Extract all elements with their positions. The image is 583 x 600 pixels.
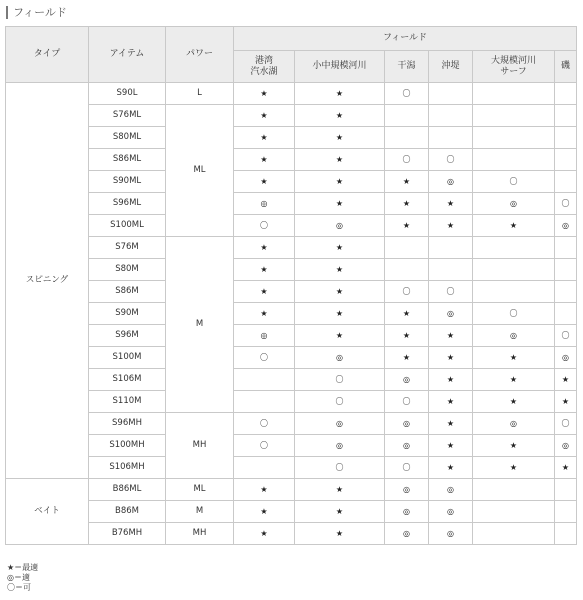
rating-cell: 〇 <box>473 171 555 193</box>
rating-cell <box>429 259 473 281</box>
rating-cell: ★ <box>429 435 473 457</box>
rating-cell <box>429 83 473 105</box>
table-row <box>6 193 577 215</box>
rating-cell <box>429 105 473 127</box>
rating-cell: ★ <box>555 457 577 479</box>
rating-cell: 〇 <box>429 281 473 303</box>
rating-cell <box>234 391 295 413</box>
rating-cell: ★ <box>295 479 385 501</box>
item-cell: S86M <box>89 281 166 303</box>
rating-cell: 〇 <box>234 435 295 457</box>
rating-cell: ★ <box>295 149 385 171</box>
item-cell: S106MH <box>89 457 166 479</box>
rating-cell: ◎ <box>385 501 429 523</box>
table-row <box>6 347 577 369</box>
table-row <box>6 303 577 325</box>
rating-cell <box>385 127 429 149</box>
rating-cell: ★ <box>385 171 429 193</box>
table-row <box>6 435 577 457</box>
table-row <box>6 457 577 479</box>
rating-cell: 〇 <box>295 369 385 391</box>
header-field-3: 沖堤 <box>429 51 473 83</box>
table-row <box>6 259 577 281</box>
rating-cell <box>555 127 577 149</box>
power-cell: M <box>166 501 234 523</box>
rating-cell: 〇 <box>385 281 429 303</box>
table-row <box>6 83 577 105</box>
item-cell: S100M <box>89 347 166 369</box>
power-cell: ML <box>166 479 234 501</box>
rating-cell: ★ <box>295 105 385 127</box>
rating-cell <box>234 369 295 391</box>
rating-cell <box>429 237 473 259</box>
rating-cell: ★ <box>473 369 555 391</box>
rating-cell: ◎ <box>473 193 555 215</box>
rating-cell <box>555 149 577 171</box>
rating-cell: ★ <box>295 193 385 215</box>
rating-cell <box>555 281 577 303</box>
rating-cell: 〇 <box>234 347 295 369</box>
rating-cell <box>555 523 577 545</box>
table-row <box>6 391 577 413</box>
rating-cell: ◎ <box>295 435 385 457</box>
rating-cell: ◎ <box>429 303 473 325</box>
rating-cell <box>555 479 577 501</box>
header-field-0: 港湾 汽水湖 <box>234 51 295 83</box>
rating-cell: ★ <box>555 369 577 391</box>
rating-cell: ★ <box>234 479 295 501</box>
item-cell: S76ML <box>89 105 166 127</box>
table-row <box>6 105 577 127</box>
table-row <box>6 237 577 259</box>
table-row <box>6 171 577 193</box>
rating-cell: ★ <box>429 391 473 413</box>
item-cell: S80M <box>89 259 166 281</box>
legend-suitable: ◎＝適 <box>7 573 30 582</box>
rating-cell: ★ <box>234 281 295 303</box>
rating-cell: ★ <box>234 149 295 171</box>
rating-cell: ★ <box>555 391 577 413</box>
rating-cell: ★ <box>295 259 385 281</box>
rating-cell: ★ <box>473 347 555 369</box>
rating-cell <box>429 127 473 149</box>
item-cell: S80ML <box>89 127 166 149</box>
table-row <box>6 523 577 545</box>
rating-cell: ◎ <box>429 171 473 193</box>
rating-cell: ◎ <box>473 413 555 435</box>
item-cell: S100ML <box>89 215 166 237</box>
rating-cell: ★ <box>234 303 295 325</box>
item-cell: B86M <box>89 501 166 523</box>
rating-cell: ★ <box>295 281 385 303</box>
rating-cell <box>385 259 429 281</box>
rating-cell: ◎ <box>295 413 385 435</box>
rating-cell <box>473 523 555 545</box>
table-body <box>6 83 577 545</box>
section-heading <box>6 4 67 20</box>
item-cell: S90L <box>89 83 166 105</box>
table-row <box>6 501 577 523</box>
header-item: アイテム <box>89 27 166 83</box>
rating-cell <box>473 83 555 105</box>
rating-cell <box>385 237 429 259</box>
power-cell: MH <box>166 413 234 479</box>
rating-cell: ◎ <box>385 479 429 501</box>
rating-cell: 〇 <box>555 193 577 215</box>
rating-cell: ★ <box>234 127 295 149</box>
table-row <box>6 325 577 347</box>
rating-cell: ★ <box>295 523 385 545</box>
rating-cell: ★ <box>234 501 295 523</box>
rating-cell: ◎ <box>555 215 577 237</box>
rating-cell: ★ <box>385 215 429 237</box>
rating-cell: 〇 <box>555 413 577 435</box>
rating-cell: ◎ <box>234 193 295 215</box>
item-cell: S96M <box>89 325 166 347</box>
power-cell: MH <box>166 523 234 545</box>
rating-cell <box>555 237 577 259</box>
rating-cell: ★ <box>385 325 429 347</box>
rating-cell: 〇 <box>555 325 577 347</box>
table-row <box>6 479 577 501</box>
rating-cell <box>473 237 555 259</box>
power-cell: M <box>166 237 234 413</box>
rating-cell: ★ <box>295 127 385 149</box>
rating-cell <box>473 479 555 501</box>
legend <box>7 563 38 593</box>
rating-cell: ◎ <box>555 435 577 457</box>
header-field-5: 磯 <box>555 51 577 83</box>
legend-best: ★＝最適 <box>7 563 39 572</box>
rating-cell: ◎ <box>555 347 577 369</box>
rating-cell: ◎ <box>234 325 295 347</box>
heading-accent-bar <box>6 6 8 19</box>
table-row <box>6 369 577 391</box>
power-cell: L <box>166 83 234 105</box>
rating-cell: 〇 <box>385 391 429 413</box>
rating-cell: ★ <box>234 83 295 105</box>
rating-cell <box>473 105 555 127</box>
header-type: タイプ <box>6 27 89 83</box>
rating-cell: ★ <box>295 171 385 193</box>
rating-cell: ★ <box>429 369 473 391</box>
table-header <box>6 27 577 83</box>
rating-cell: ★ <box>234 259 295 281</box>
rating-cell: ★ <box>234 523 295 545</box>
section-heading-text: フィールド <box>13 6 67 19</box>
header-power: パワー <box>166 27 234 83</box>
header-field-2: 干潟 <box>385 51 429 83</box>
item-cell: S86ML <box>89 149 166 171</box>
rating-cell <box>555 171 577 193</box>
rating-cell: ★ <box>429 347 473 369</box>
rating-cell: 〇 <box>295 391 385 413</box>
rating-cell: ★ <box>234 105 295 127</box>
item-cell: S96MH <box>89 413 166 435</box>
rating-cell: 〇 <box>429 149 473 171</box>
rating-cell <box>555 303 577 325</box>
item-cell: S90ML <box>89 171 166 193</box>
rating-cell: ★ <box>385 347 429 369</box>
rating-cell: ◎ <box>429 479 473 501</box>
rating-cell: ★ <box>473 457 555 479</box>
table-row <box>6 413 577 435</box>
rating-cell <box>234 457 295 479</box>
rating-cell: ◎ <box>385 523 429 545</box>
rating-cell <box>555 83 577 105</box>
power-cell: ML <box>166 105 234 237</box>
rating-cell: ★ <box>473 215 555 237</box>
rating-cell: ★ <box>385 303 429 325</box>
header-field-1: 小中規模河川 <box>295 51 385 83</box>
table-row <box>6 149 577 171</box>
rating-cell <box>473 281 555 303</box>
rating-cell: ◎ <box>385 369 429 391</box>
rating-cell: 〇 <box>234 413 295 435</box>
item-cell: S90M <box>89 303 166 325</box>
rating-cell: 〇 <box>385 83 429 105</box>
type-cell: ベイト <box>6 479 89 545</box>
rating-cell: ◎ <box>429 501 473 523</box>
rating-cell: 〇 <box>234 215 295 237</box>
item-cell: B76MH <box>89 523 166 545</box>
item-cell: B86ML <box>89 479 166 501</box>
rating-cell: ★ <box>295 501 385 523</box>
rating-cell: ★ <box>234 171 295 193</box>
item-cell: S76M <box>89 237 166 259</box>
rating-cell <box>473 259 555 281</box>
item-cell: S110M <box>89 391 166 413</box>
rating-cell: ★ <box>295 83 385 105</box>
rating-cell: ★ <box>429 457 473 479</box>
rating-cell: ★ <box>429 413 473 435</box>
rating-cell <box>555 501 577 523</box>
rating-cell: ◎ <box>473 325 555 347</box>
rating-cell: ◎ <box>429 523 473 545</box>
rating-cell: ★ <box>429 193 473 215</box>
rating-cell: ◎ <box>295 215 385 237</box>
rating-cell: ★ <box>385 193 429 215</box>
rating-cell <box>555 259 577 281</box>
field-suitability-table <box>5 26 577 545</box>
table-row <box>6 127 577 149</box>
rating-cell: 〇 <box>473 303 555 325</box>
rating-cell <box>385 105 429 127</box>
rating-cell: ★ <box>234 237 295 259</box>
rating-cell: ★ <box>473 435 555 457</box>
header-field: フィールド <box>234 27 577 51</box>
item-cell: S106M <box>89 369 166 391</box>
type-cell: スピニング <box>6 83 89 479</box>
rating-cell: ◎ <box>385 435 429 457</box>
rating-cell: 〇 <box>385 149 429 171</box>
rating-cell: ★ <box>429 325 473 347</box>
rating-cell: ◎ <box>385 413 429 435</box>
rating-cell: ★ <box>295 325 385 347</box>
legend-acceptable: 〇＝可 <box>7 583 31 592</box>
table-row <box>6 281 577 303</box>
rating-cell: ★ <box>295 303 385 325</box>
item-cell: S100MH <box>89 435 166 457</box>
rating-cell: ◎ <box>295 347 385 369</box>
rating-cell: 〇 <box>295 457 385 479</box>
table-row <box>6 215 577 237</box>
rating-cell <box>473 501 555 523</box>
rating-cell: 〇 <box>385 457 429 479</box>
rating-cell: ★ <box>429 215 473 237</box>
rating-cell: ★ <box>473 391 555 413</box>
item-cell: S96ML <box>89 193 166 215</box>
rating-cell <box>473 127 555 149</box>
header-field-4: 大規模河川 サーフ <box>473 51 555 83</box>
rating-cell: ★ <box>295 237 385 259</box>
rating-cell <box>555 105 577 127</box>
rating-cell <box>473 149 555 171</box>
